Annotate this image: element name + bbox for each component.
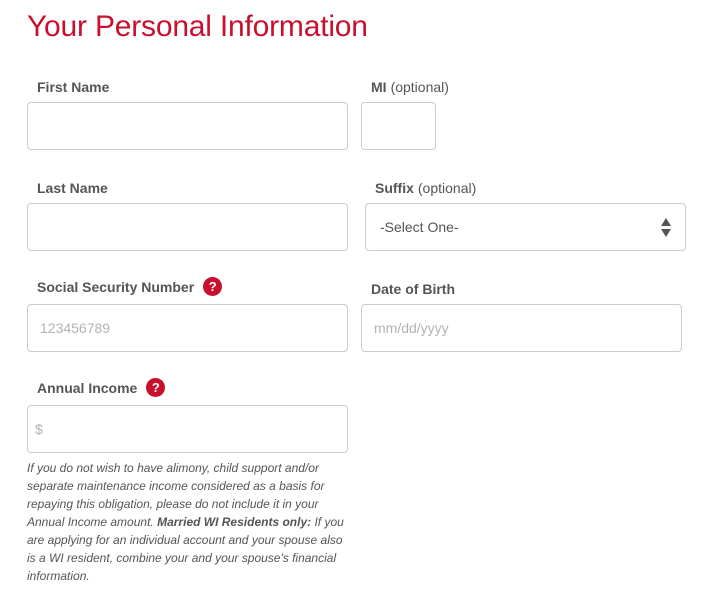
dob-field[interactable] [361, 304, 682, 352]
suffix-selected-value: -Select One- [380, 219, 459, 235]
page-title: Your Personal Information [27, 10, 368, 43]
first-name-label [37, 79, 109, 95]
last-name-field[interactable] [27, 203, 348, 251]
income-note-text-2: If you are applying for an individual account and your spouse also is a WI resident, combine your and your spouse's financial information. [27, 515, 344, 583]
dob-input[interactable] [362, 305, 681, 351]
arrow-up-icon [661, 218, 671, 226]
suffix-label [375, 180, 476, 196]
income-note-text: If you do not wish to have alimony, child support and/or separate maintenance income considered as a basis for repaying this obligation, please do not include it in your Annual Income amount. [27, 461, 325, 529]
last-name-input[interactable] [28, 204, 347, 250]
arrow-down-icon [661, 229, 671, 237]
select-arrows-icon [661, 218, 671, 237]
ssn-label [37, 277, 222, 296]
income-input[interactable] [28, 406, 347, 452]
suffix-label-text: Suffix [375, 180, 414, 196]
income-note [27, 459, 352, 585]
first-name-field[interactable] [27, 102, 348, 150]
income-field[interactable] [27, 405, 348, 453]
mi-input[interactable] [362, 103, 435, 149]
last-name-label [37, 180, 108, 196]
income-label [37, 378, 165, 397]
income-help-icon[interactable]: ? [146, 378, 165, 397]
suffix-optional-text: (optional) [417, 180, 477, 196]
first-name-label-text: First Name [37, 79, 110, 95]
income-label-text: Annual Income [37, 379, 138, 396]
ssn-field[interactable] [27, 304, 348, 352]
ssn-input[interactable] [28, 305, 347, 351]
dob-label-text: Date of Birth [371, 281, 455, 297]
last-name-label-text: Last Name [37, 180, 108, 196]
mi-optional-text: (optional) [390, 79, 449, 95]
mi-label [371, 79, 449, 95]
mi-label-text: MI [371, 79, 387, 95]
ssn-help-icon[interactable]: ? [203, 277, 222, 296]
dob-label [371, 281, 455, 297]
income-note-bold: Married WI Residents only: [157, 515, 312, 529]
first-name-input[interactable] [28, 103, 347, 149]
suffix-select[interactable] [365, 203, 686, 251]
mi-field[interactable] [361, 102, 436, 150]
ssn-label-text: Social Security Number [37, 278, 195, 295]
